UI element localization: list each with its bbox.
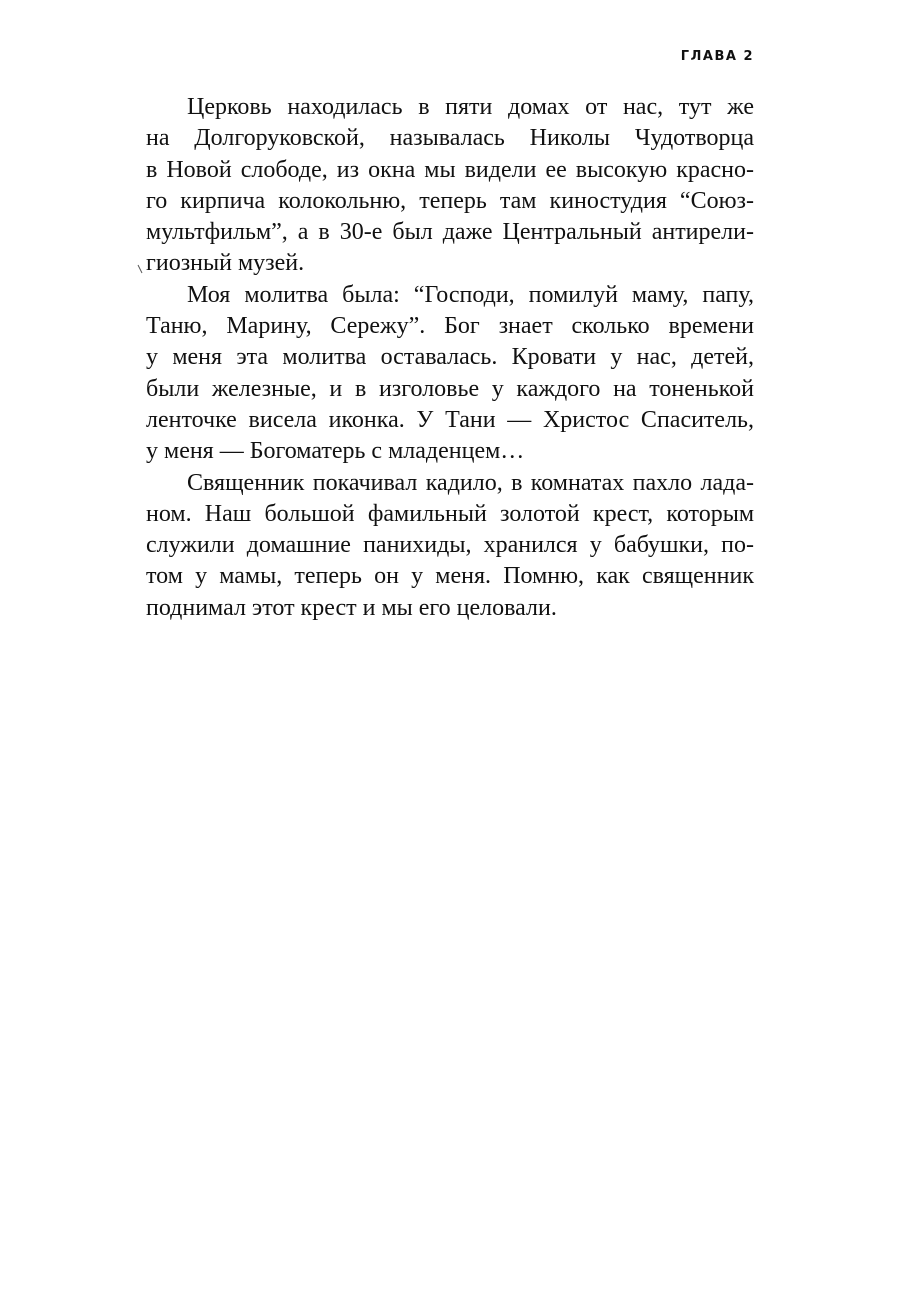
text-line: были железные, и в изголовье у каждого на тоненькой [146, 375, 754, 402]
paragraph-1 [146, 92, 754, 280]
chapter-label: ГЛАВА [680, 49, 738, 64]
text-line: ном. Наш большой фамильный золотой крест, которым [146, 500, 754, 527]
text-line: Таню, Марину, Сережу”. Бог знает сколько времени [146, 313, 754, 340]
text-line: гиозный музей. [146, 250, 305, 277]
text-line: Моя молитва была: “Господи, помилуй маму, папу, [187, 281, 754, 308]
text-line: мультфильм”, а в 30-е был даже Центральный антирели- [146, 219, 754, 246]
paragraph-2 [146, 280, 754, 468]
text-line: в Новой слободе, из окна мы видели ее высокую красно- [146, 156, 754, 183]
text-line: ленточке висела иконка. У Тани — Христос Спаситель, [146, 406, 754, 433]
chapter-number: 2 [743, 49, 754, 64]
paragraph-3 [146, 468, 754, 624]
text-line: поднимал этот крест и мы его целовали. [146, 594, 557, 621]
text-line: го кирпича колокольню, теперь там киностудия “Союз- [146, 187, 754, 214]
text-line: на Долгоруковской, называлась Николы Чудотворца [146, 125, 754, 152]
body-text [146, 92, 754, 624]
text-line: служили домашние панихиды, хранился у бабушки, по- [146, 532, 754, 559]
text-line: том у мамы, теперь он у меня. Помню, как священник [146, 563, 754, 590]
text-line: у меня эта молитва оставалась. Кровати у нас, детей, [146, 344, 754, 371]
running-head [681, 49, 754, 64]
text-line: у меня — Богоматерь с младенцем… [146, 438, 525, 465]
text-line: Священник покачивал кадило, в комнатах пахло лада- [187, 469, 754, 496]
margin-mark [137, 264, 143, 274]
text-line: Церковь находилась в пяти домах от нас, тут же [187, 94, 754, 120]
